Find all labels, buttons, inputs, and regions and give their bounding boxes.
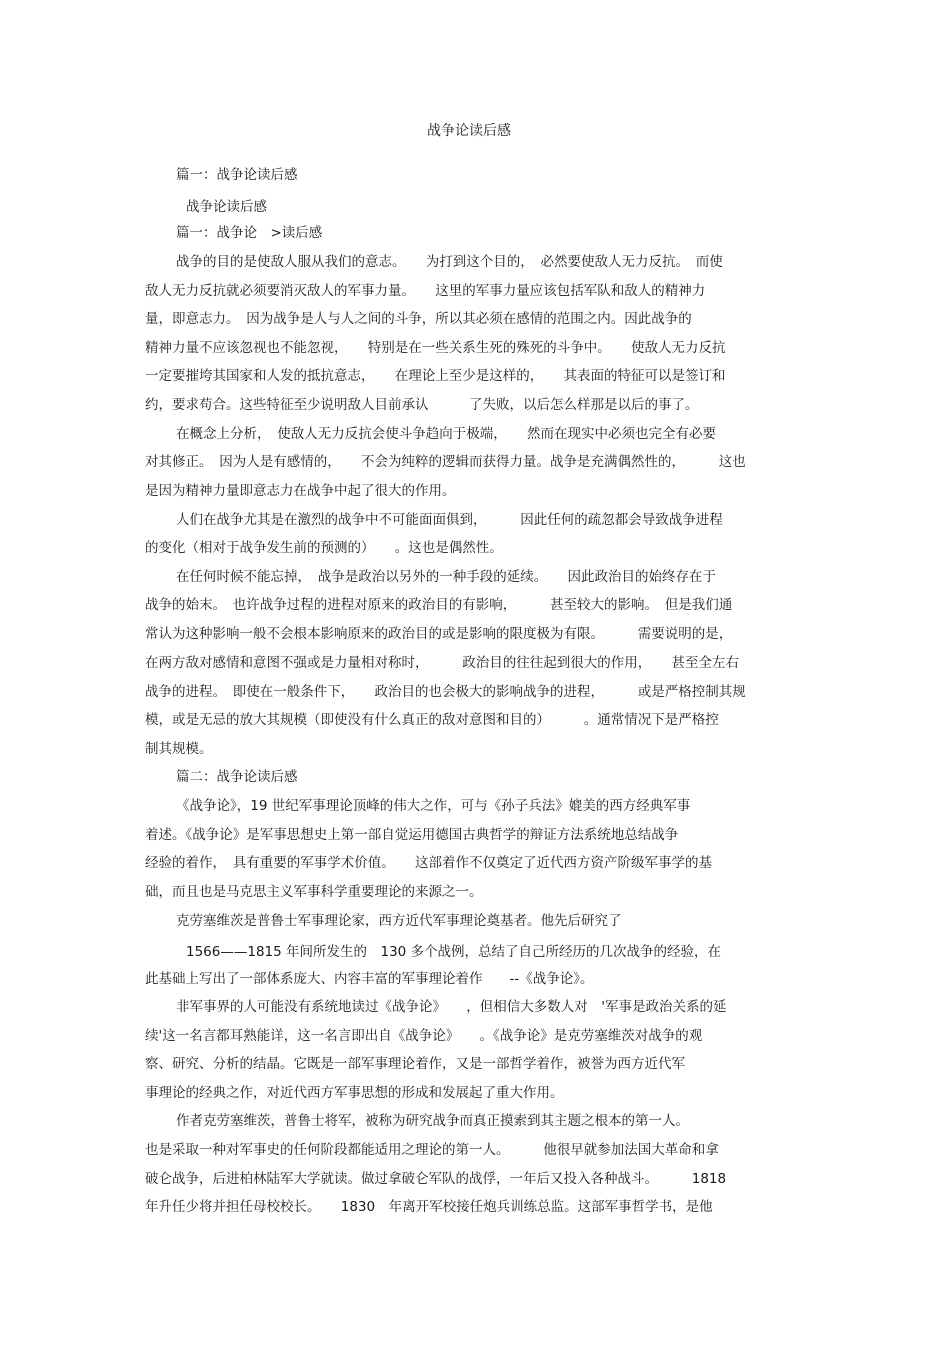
document-title: 战争论读后感: [427, 123, 511, 139]
text-line: 是因为精神力量即意志力在战争中起了很大的作用。: [145, 483, 456, 499]
text-line: 敌人无力反抗就必须要消灭敌人的军事力量。 这里的军事力量应该包括军队和敌人的精神力: [145, 283, 706, 299]
text-line: 对其修正。 因为人是有感情的， 不会为纯粹的逻辑而获得力量。战争是充满偶然性的， 这也: [145, 454, 746, 470]
text-line: 量，即意志力。 因为战争是人与人之间的斗争，所以其必须在感情的范围之内。因此战争的: [145, 311, 692, 327]
text-line: 约，要求苟合。这些特征至少说明敌人目前承认 了失败，以后怎么样那是以后的事了。: [145, 397, 699, 413]
text-line: 年升任少将并担任母校校长。 1830 年离开军校接任炮兵训练总监。这部军事哲学书，是他: [145, 1199, 713, 1215]
text-line: 战争的始末。 也许战争过程的进程对原来的政治目的有影响， 甚至较大的影响。 但是我们通: [145, 597, 733, 613]
text-line: 事理论的经典之作，对近代西方军事思想的形成和发展起了重大作用。: [145, 1085, 564, 1101]
text-line: 一定要摧垮其国家和人发的抵抗意志， 在理论上至少是这样的， 其表面的特征可以是签订和: [145, 368, 726, 384]
text-line: 在两方敌对感情和意图不强或是力量相对称时， 政治目的往往起到很大的作用， 甚至全左右: [145, 655, 739, 671]
text-line: 破仑战争，后进柏林陆军大学就读。做过拿破仑军队的战俘，一年后又投入各种战斗。 1818: [145, 1171, 727, 1187]
text-line: 作者克劳塞维茨，普鲁士将军，被称为研究战争而真正摸索到其主题之根本的第一人。: [176, 1113, 689, 1129]
section-heading: 篇一：战争论读后感: [176, 167, 298, 183]
text-line: 常认为这种影响一般不会根本影响原来的政治目的或是影响的限度极为有限。 需要说明的是，: [145, 626, 733, 642]
text-line: 在概念上分析， 使敌人无力反抗会使斗争趋向于极端， 然而在现实中必须也完全有必要: [176, 426, 716, 442]
text-line: 在任何时候不能忘掉， 战争是政治以另外的一种手段的延续。 因此政治目的始终存在于: [176, 569, 716, 585]
text-line: 着述。《战争论》是军事思想史上第一部自觉运用德国古典哲学的辩证方法系统地总结战争: [145, 827, 679, 843]
text-line: 战争的进程。 即使在一般条件下， 政治目的也会极大的影响战争的进程， 或是严格控制其规: [145, 684, 746, 700]
text-line: 人们在战争尤其是在激烈的战争中不可能面面俱到， 因此任何的疏忽都会导致战争进程: [176, 512, 723, 528]
text-line: 1566——1815 年间所发生的 130 多个战例，总结了自己所经历的几次战争的经验，在: [186, 944, 722, 960]
text-line: 也是采取一种对军事史的任何阶段都能适用之理论的第一人。 他很早就参加法国大革命和拿: [145, 1142, 719, 1158]
text-line: 经验的着作， 具有重要的军事学术价值。 这部着作不仅奠定了近代西方资产阶级军事学的基: [145, 855, 712, 871]
section-heading: 篇二：战争论读后感: [176, 769, 298, 785]
sub-heading: 战争论读后感: [186, 199, 267, 215]
text-line: 续'这一名言都耳熟能详，这一名言即出自《战争论》 。《战争论》是克劳塞维茨对战争的观: [145, 1028, 703, 1044]
text-line: 察、研究、分析的结晶。它既是一部军事理论着作，又是一部哲学着作，被誉为西方近代军: [145, 1056, 685, 1072]
text-line: 精神力量不应该忽视也不能忽视， 特别是在一些关系生死的殊死的斗争中。 使敌人无力反抗: [145, 340, 726, 356]
text-line: 非军事界的人可能没有系统地读过《战争论》 ，但相信大多数人对 '军事是政治关系的延: [176, 999, 727, 1015]
text-line: 的变化（相对于战争发生前的预测的） 。这也是偶然性。: [145, 540, 503, 556]
text-line: 模，或是无忌的放大其规模（即使没有什么真正的敌对意图和目的） 。通常情况下是严格控: [145, 712, 719, 728]
text-line: 战争的目的是使敌人服从我们的意志。 为打到这个目的， 必然要使敌人无力反抗。 而使: [176, 254, 723, 270]
sub-heading: 篇一：战争论 >读后感: [176, 225, 323, 241]
text-line: 克劳塞维茨是普鲁士军事理论家，西方近代军事理论奠基者。他先后研究了: [176, 913, 622, 929]
text-line: 础，而且也是马克思主义军事科学重要理论的来源之一。: [145, 884, 483, 900]
text-line: 制其规模。: [145, 741, 213, 757]
text-line: 《战争论》，19 世纪军事理论顶峰的伟大之作，可与《孙子兵法》媲美的西方经典军事: [176, 798, 691, 814]
text-line: 此基础上写出了一部体系庞大、内容丰富的军事理论着作 --《战争论》。: [145, 971, 594, 987]
